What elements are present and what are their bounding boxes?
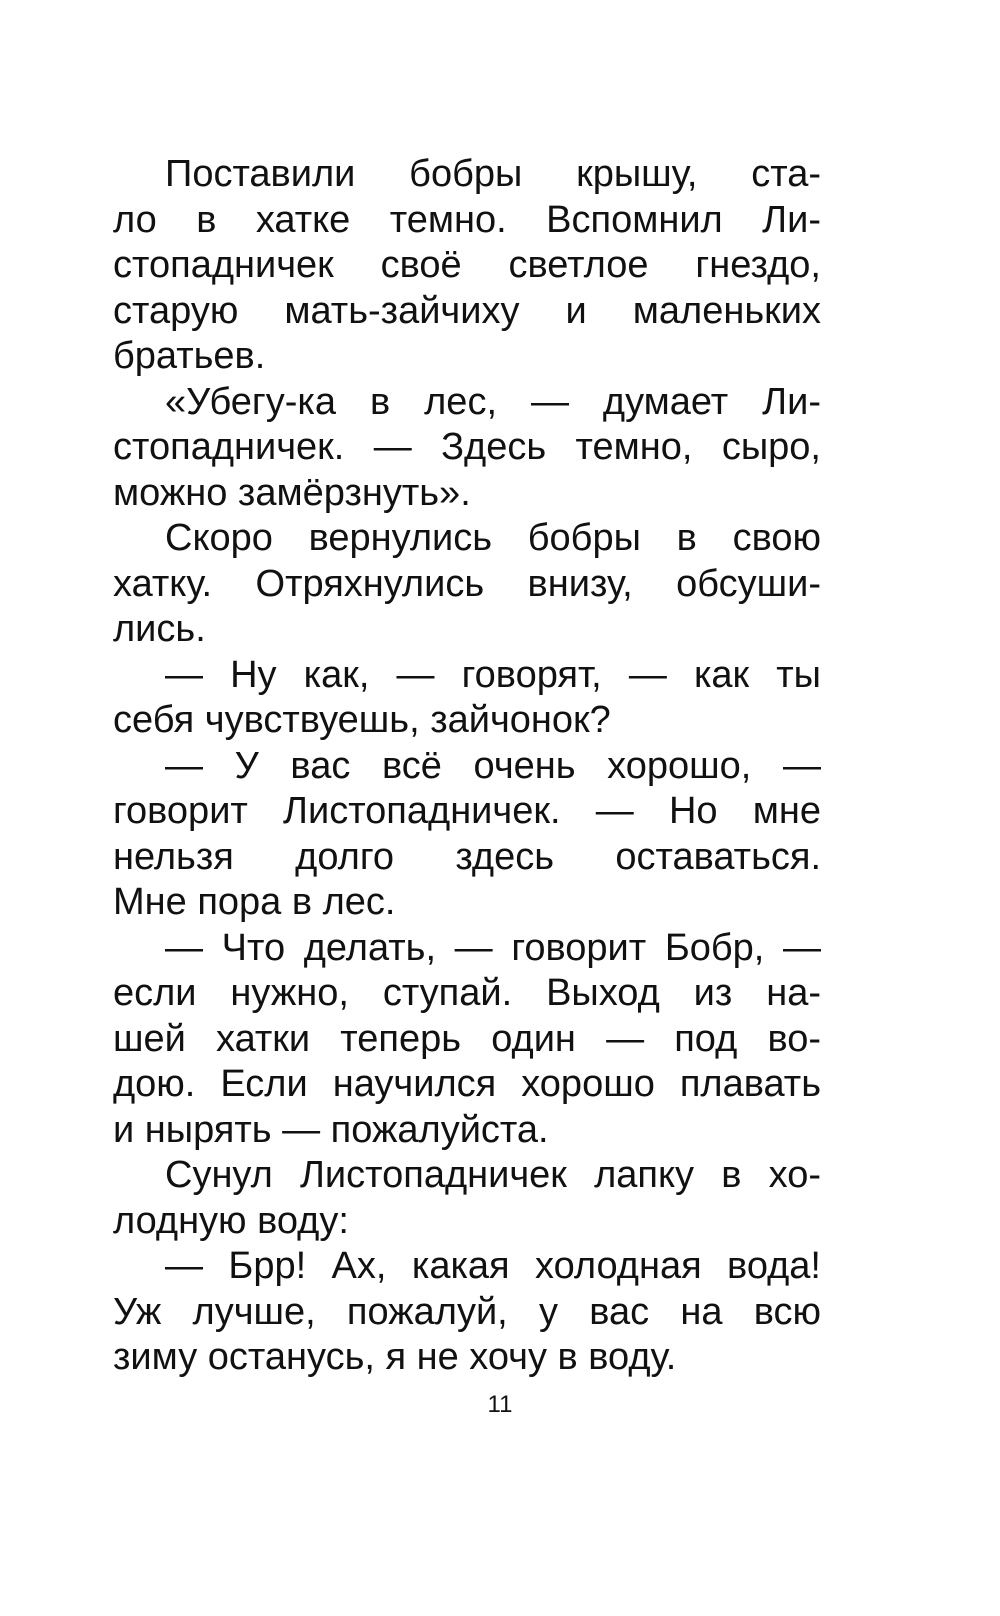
text-line: стопадничек своё светлое гнездо, (113, 244, 821, 286)
text-line: хатку. Отряхнулись внизу, обсуши- (113, 562, 821, 605)
text-line: братьев. (113, 335, 266, 377)
text-line: можно замёрзнуть». (113, 471, 471, 514)
text-line: лодную воду: (113, 1199, 349, 1242)
text-line: говорит Листопадничек. — Но мне (113, 790, 821, 832)
text-line: Сунул Листопадничек лапку в хо- (165, 1154, 821, 1196)
text-line: шей хатки теперь один — под во- (113, 1017, 821, 1060)
text-line: — Брр! Ах, какая холодная вода! (165, 1245, 821, 1287)
text-line: зиму останусь, я не хочу в воду. (113, 1336, 677, 1378)
text-line: ло в хатке темно. Вспомнил Ли- (113, 198, 821, 241)
text-line: себя чувствуешь, зайчонок? (113, 699, 611, 741)
text-line: и нырять — пожалуйста. (113, 1108, 549, 1151)
text-line: стопадничек. — Здесь темно, сыро, (113, 426, 821, 468)
text-line: нельзя долго здесь оставаться. (113, 835, 821, 878)
text-line: Поставили бобры крышу, ста- (165, 153, 821, 195)
text-line: дою. Если научился хорошо плавать (113, 1063, 821, 1105)
text-line: «Убегу-ка в лес, — думает Ли- (165, 380, 821, 423)
text-line: Скоро вернулись бобры в свою (165, 517, 821, 559)
text-line: Уж лучше, пожалуй, у вас на всю (113, 1290, 821, 1333)
text-line: старую мать-зайчиху и маленьких (113, 289, 821, 332)
text-line: если нужно, ступай. Выход из на- (113, 972, 821, 1014)
page-number: 11 (487, 1391, 513, 1418)
body-text (113, 152, 821, 1381)
text-line: — Ну как, — говорят, — как ты (165, 653, 821, 696)
text-line: Мне пора в лес. (113, 881, 396, 923)
text-line: — У вас всё очень хорошо, — (165, 744, 821, 787)
text-line: — Что делать, — говорит Бобр, — (165, 926, 821, 969)
text-line: лись. (113, 608, 206, 650)
